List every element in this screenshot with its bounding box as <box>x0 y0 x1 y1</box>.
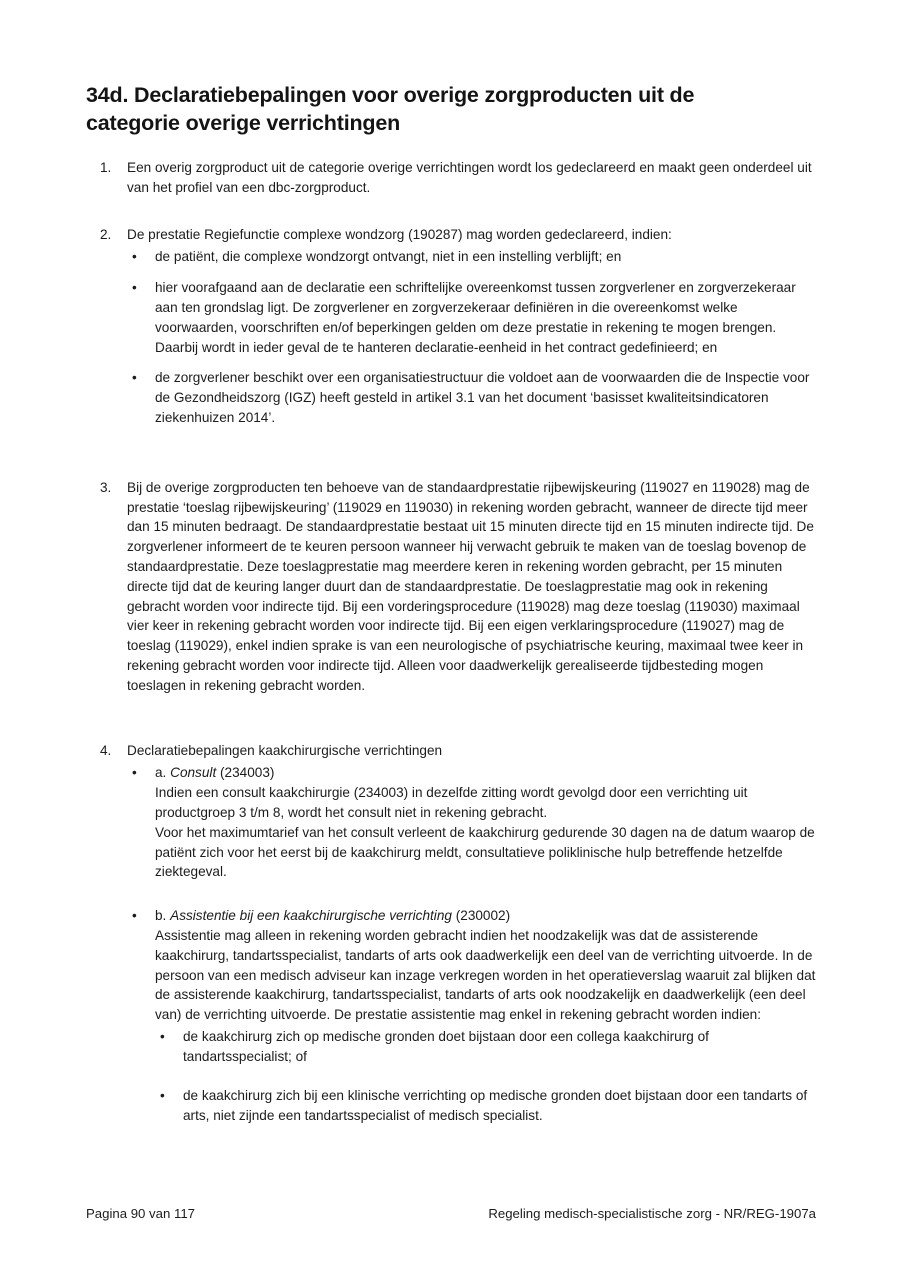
item-4-body <box>127 741 816 1127</box>
item-2-bullet-1 <box>127 247 816 267</box>
item-4-bullet-b <box>127 906 816 1126</box>
item-1-body <box>127 158 816 198</box>
item-3-body <box>127 478 816 696</box>
item-2-bullet-1-text: de patiënt, die complexe wondzorgt ontvangt, niet in een instelling verblijft; en <box>155 249 622 265</box>
item-3-number: 3. <box>100 479 112 495</box>
item-2-bullet-2 <box>127 278 816 357</box>
footer-doc-reference: Regeling medisch-specialistische zorg - NR/REG-1907a <box>488 1206 816 1221</box>
bullet-icon: • <box>160 1028 165 1044</box>
item-2-text: De prestatie Regiefunctie complexe wondzorg (190287) mag worden gedeclareerd, indien: <box>127 226 672 242</box>
item-4-bullet-a <box>127 763 816 882</box>
item-3-text: Bij de overige zorgproducten ten behoeve van de standaardprestatie rijbewijskeuring (119027 en 119028) mag de prestatie ‘toeslag rijbewijskeuring’ (119029 en 119030) in rekening worden gebracht, wanneer de directe tijd meer dan 15 minuten bedraagt. De standaardprestatie bestaat uit 15 minuten directe tijd en 15 minuten indirecte tijd. De zorgverlener informeert de te keuren persoon wanneer hij verwacht gebruik te maken van de toeslag bovenop de standaardprestatie. Deze toeslagprestatie mag meerdere keren in rekening worden gebracht, per 15 minuten directe tijd dat de keuring langer duurt dan de standaardprestatie. De toeslagprestatie mag ook in rekening gebracht worden voor indirecte tijd. Bij een vorderingsprocedure (119028) mag deze toeslag (119030) maximaal vier keer in rekening gebracht worden voor indirecte tijd. Bij een eigen verklaringsprocedure (119027) mag de toeslag (119029), enkel indien sprake is van een neurologische of psychiatrische keuring, maximaal twee keer in rekening gebracht worden voor indirecte tijd. Alleen voor daadwerkelijk gerealiseerde tijdbesteding mogen toeslagen in rekening gebracht worden. <box>127 479 814 693</box>
numbered-item-2 <box>100 225 816 428</box>
bullet-icon: • <box>160 1088 165 1104</box>
item-1-number: 1. <box>100 160 112 175</box>
item-4-bullet-b-sub-1 <box>155 1027 816 1067</box>
page-footer <box>86 1206 816 1221</box>
item-2-bullet-3-text: de zorgverlener beschikt over een organisatiestructuur die voldoet aan de voorwaarden die de Inspectie voor de Gezondheidszorg (IGZ) heeft gesteld in artikel 3.1 van het document ‘basisset kwaliteitsindicatoren ziekenhuizen 2014’. <box>155 370 810 425</box>
item-2-bullet-3 <box>127 368 816 427</box>
numbered-item-4 <box>100 741 816 1127</box>
item-1-text: Een overig zorgproduct uit de categorie overige verrichtingen wordt los gedeclareerd en maakt geen onderdeel uit van het profiel van een dbc-zorgproduct. <box>127 160 812 195</box>
item-4-bullet-a-paragraph-1: Indien een consult kaakchirurgie (234003) in dezelfde zitting wordt gevolgd door een verrichting uit productgroep 3 t/m 8, wordt het consult niet in rekening gebracht. <box>155 785 748 820</box>
page-title: 34d. Declaratiebepalingen voor overige zorgproducten uit de categorie overige verrichtingen <box>86 83 695 135</box>
item-2-body <box>127 225 816 428</box>
bullet-icon: • <box>132 370 137 386</box>
item-2-number: 2. <box>100 226 112 242</box>
bullet-icon: • <box>132 908 137 924</box>
item-4-bullet-b-label: b. Assistentie bij een kaakchirurgische verrichting (230002) <box>155 908 511 924</box>
item-4-bullet-b-sub-1-text: de kaakchirurg zich op medische gronden doet bijstaan door een collega kaakchirurg of tandartsspecialist; of <box>183 1028 709 1064</box>
numbered-item-3 <box>100 478 816 696</box>
item-4-bullet-a-label: a. Consult (234003) <box>155 765 275 781</box>
bullet-icon: • <box>132 249 137 265</box>
numbered-item-1 <box>100 158 816 198</box>
bullet-icon: • <box>132 280 137 296</box>
footer-page-number: Pagina 90 van 117 <box>86 1206 196 1221</box>
item-4-number: 4. <box>100 742 112 758</box>
item-4-bullet-b-paragraph-1: Assistentie mag alleen in rekening worden gebracht indien het noodzakelijk was dat de assisterende kaakchirurg, tandartsspecialist, tandarts of arts ook daadwerkelijk een deel van de verrichting uitvoerde. In de persoon van een medisch adviseur kan inzage verkregen worden in het operatieverslag waaruit zal blijken dat de assisterende kaakchirurg, tandartsspecialist, tandarts of arts ook noodzakelijk en daadwerkelijk (een deel van) de verrichting uitvoerde. De prestatie assistentie mag enkel in rekening gebracht worden indien: <box>155 927 816 1023</box>
item-2-bullet-2-text: hier voorafgaand aan de declaratie een schriftelijke overeenkomst tussen zorgverlener en zorgverzekeraar aan ten grondslag ligt. De zorgverlener en zorgverzekeraar definiëren in die overeenkomst welke voorwaarden, voorschriften en/of beperkingen gelden om deze prestatie in rekening te mogen brengen. Daarbij wordt in ieder geval de te hanteren declaratie-eenheid in het contract gedefinieerd; en <box>155 280 796 355</box>
document-body <box>100 158 816 1126</box>
item-4-bullet-a-paragraph-2: Voor het maximumtarief van het consult verleent de kaakchirurg gedurende 30 dagen na de datum waarop de patiënt zich voor het eerst bij de kaakchirurg meldt, consultatieve poliklinische hulp betreffende hetzelfde ziektegeval. <box>155 824 815 880</box>
item-4-bullet-b-sub-2-text: de kaakchirurg zich bij een klinische verrichting op medische gronden doet bijstaan door een tandarts of arts, niet zijnde een tandartsspecialist of medisch specialist. <box>183 1088 808 1124</box>
item-4-bullet-b-sub-2 <box>155 1086 816 1126</box>
item-4-text: Declaratiebepalingen kaakchirurgische verrichtingen <box>127 742 443 758</box>
bullet-icon: • <box>132 765 137 781</box>
